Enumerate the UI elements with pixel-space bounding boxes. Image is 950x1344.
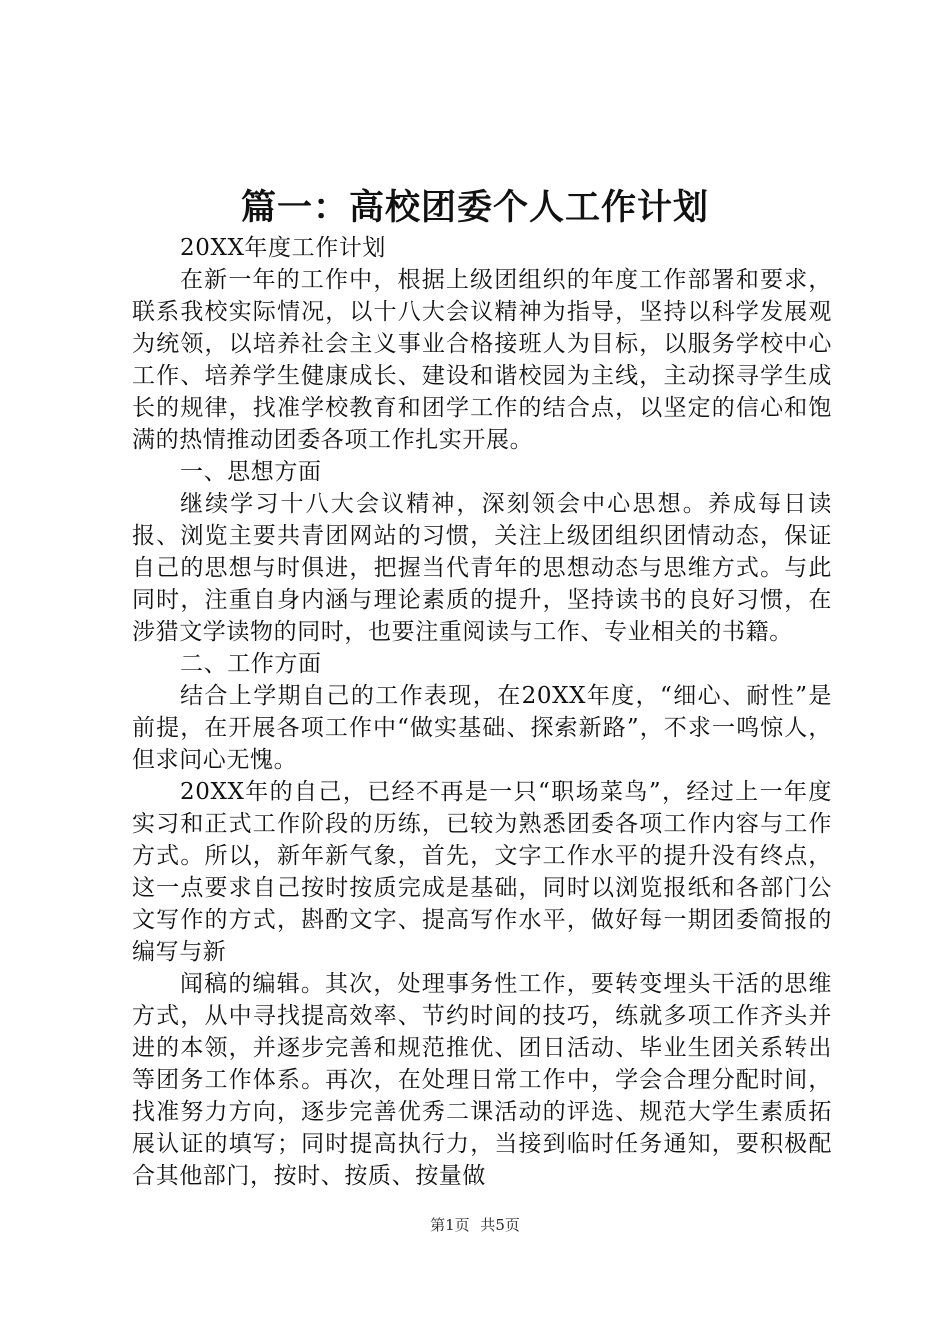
paragraph-work-continued: 闻稿的编辑。其次，处理事务性工作，要转变埋头干活的思维方式，从中寻找提高效率、节约时间的技巧，练就多项工作齐头并进的本领，并逐步完善和规范推优、团日活动、毕业生团关系转出等团务工作体系。再次，在处理日常工作中，学会合理分配时间，找准努力方向，逐步完善优秀二课活动的评选、规范大学生素质拓展认证的填写；同时提高执行力，当接到临时任务通知，要积极配合其他部门，按时、按质、按量做: [132, 971, 832, 1189]
section-heading-thought: 一、思想方面: [180, 459, 322, 485]
page-total: 共5页: [480, 1216, 520, 1234]
paragraph-work-detail: 20XX年的自己，已经不再是一只“职场菜鸟”，经过上一年度实习和正式工作阶段的历练，已较为熟悉团委各项工作内容与工作方式。所以，新年新气象，首先，文字工作水平的提升没有终点，这一点要求自己按时按质完成是基础，同时以浏览报纸和各部门公文写作的方式，斟酌文字、提高写作水平，做好每一期团委简报的编写与新: [132, 779, 832, 965]
paragraph-intro: 在新一年的工作中，根据上级团组织的年度工作部署和要求，联系我校实际情况，以十八大会议精神为指导，坚持以科学发展观为统领，以培养社会主义事业合格接班人为目标，以服务学校中心工作、培养学生健康成长、建设和谐校园为主线，主动探寻学生成长的规律，找准学校教育和团学工作的结合点，以坚定的信心和饱满的热情推动团委各项工作扎实开展。: [132, 267, 832, 453]
document-title: 篇一：高校团委个人工作计划: [240, 187, 709, 228]
page-footer: [0, 1214, 950, 1236]
page-number: 第1页: [430, 1216, 470, 1234]
section-heading-work: 二、工作方面: [180, 651, 322, 677]
paragraph-thought: 继续学习十八大会议精神，深刻领会中心思想。养成每日读报、浏览主要共青团网站的习惯，关注上级团组织团情动态，保证自己的思想与时俱进，把握当代青年的思想动态与思维方式。与此同时，注重自身内涵与理论素质的提升，坚持读书的良好习惯，在涉猎文学读物的同时，也要注重阅读与工作、专业相关的书籍。: [132, 491, 832, 645]
paragraph-year-plan-heading: 20XX年度工作计划: [180, 235, 387, 261]
document-body: [132, 232, 832, 1192]
paragraph-work-summary: 结合上学期自己的工作表现，在20XX年度，“细心、耐性”是前提，在开展各项工作中“做实基础、探索新路”，不求一鸣惊人，但求问心无愧。: [132, 683, 832, 773]
